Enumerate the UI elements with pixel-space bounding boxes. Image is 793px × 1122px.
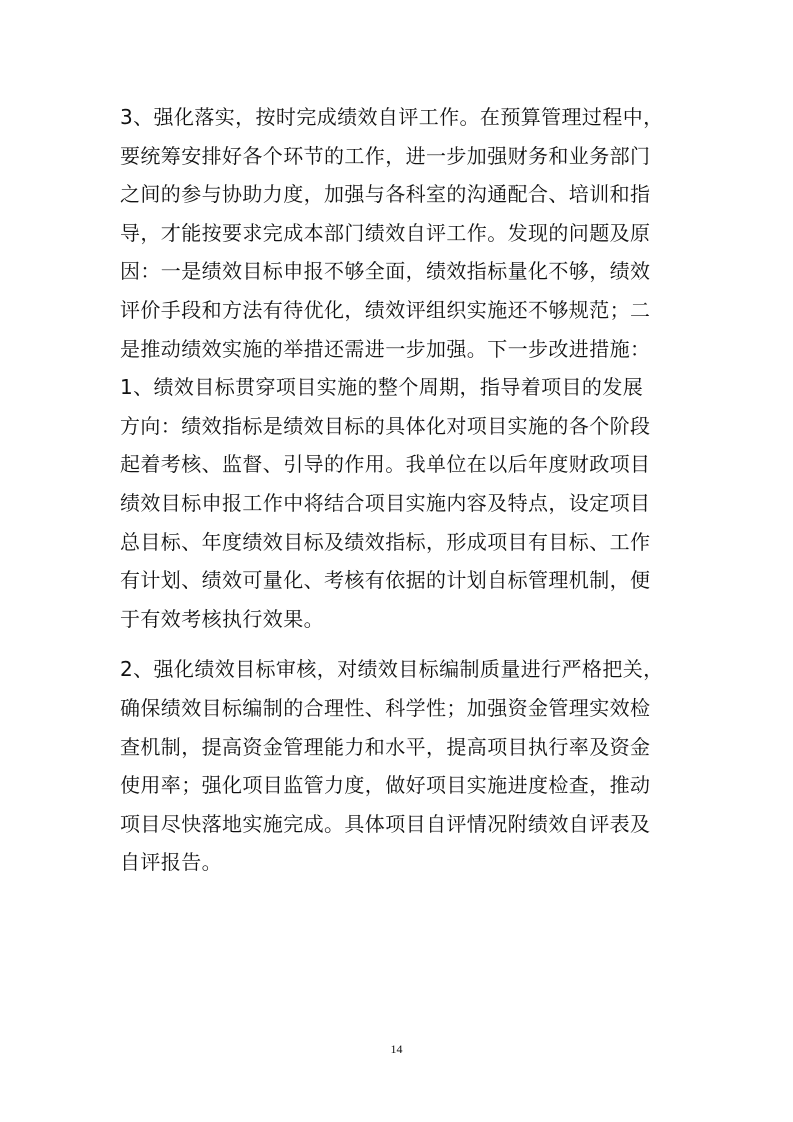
text-line: 总目标、年度绩效目标及绩效指标，形成项目有目标、工作 [120,529,651,554]
text-line: 使用率；强化项目监管力度，做好项目实施进度检查，推动 [120,773,651,798]
paragraph-2 [120,650,680,882]
text-line: 于有效考核执行效果。 [120,606,324,631]
text-line: 查机制，提高资金管理能力和水平，提高项目执行率及资金 [120,734,651,759]
text-line: 确保绩效目标编制的合理性、科学性；加强资金管理实效检 [120,695,651,720]
paragraph-1 [120,98,680,638]
text-line: 绩效目标申报工作中将结合项目实施内容及特点，设定项目 [120,490,651,515]
text-line: 导，才能按要求完成本部门绩效自评工作。发现的问题及原 [120,220,651,245]
text-line: 有计划、绩效可量化、考核有依据的计划自标管理机制，便 [120,568,651,593]
text-line: 起着考核、监督、引导的作用。我单位在以后年度财政项目 [120,452,651,477]
text-line: 要统筹安排好各个环节的工作，进一步加强财务和业务部门 [120,143,651,168]
text-line: 1、绩效目标贯穿项目实施的整个周期，指导着项目的发展 [120,375,644,400]
text-line: 2、强化绩效目标审核，对绩效目标编制质量进行严格把关， [120,657,664,682]
page-number: 14 [390,1042,403,1056]
text-line: 方向：绩效指标是绩效目标的具体化对项目实施的各个阶段 [120,413,651,438]
body-text [120,98,680,882]
paragraph-gap [120,638,680,650]
text-line: 之间的参与协助力度，加强与各科室的沟通配合、培训和指 [120,182,651,207]
text-line: 因：一是绩效目标申报不够全面，绩效指标量化不够，绩效 [120,259,651,284]
text-line: 是推动绩效实施的举措还需进一步加强。下一步改进措施： [120,336,651,361]
text-line: 自评报告。 [120,850,222,875]
text-line: 3、强化落实，按时完成绩效自评工作。在预算管理过程中， [120,105,664,129]
text-line: 项目尽快落地实施完成。具体项目自评情况附绩效自评表及 [120,811,651,836]
text-line: 评价手段和方法有待优化，绩效评组织实施还不够规范；二 [120,297,651,322]
